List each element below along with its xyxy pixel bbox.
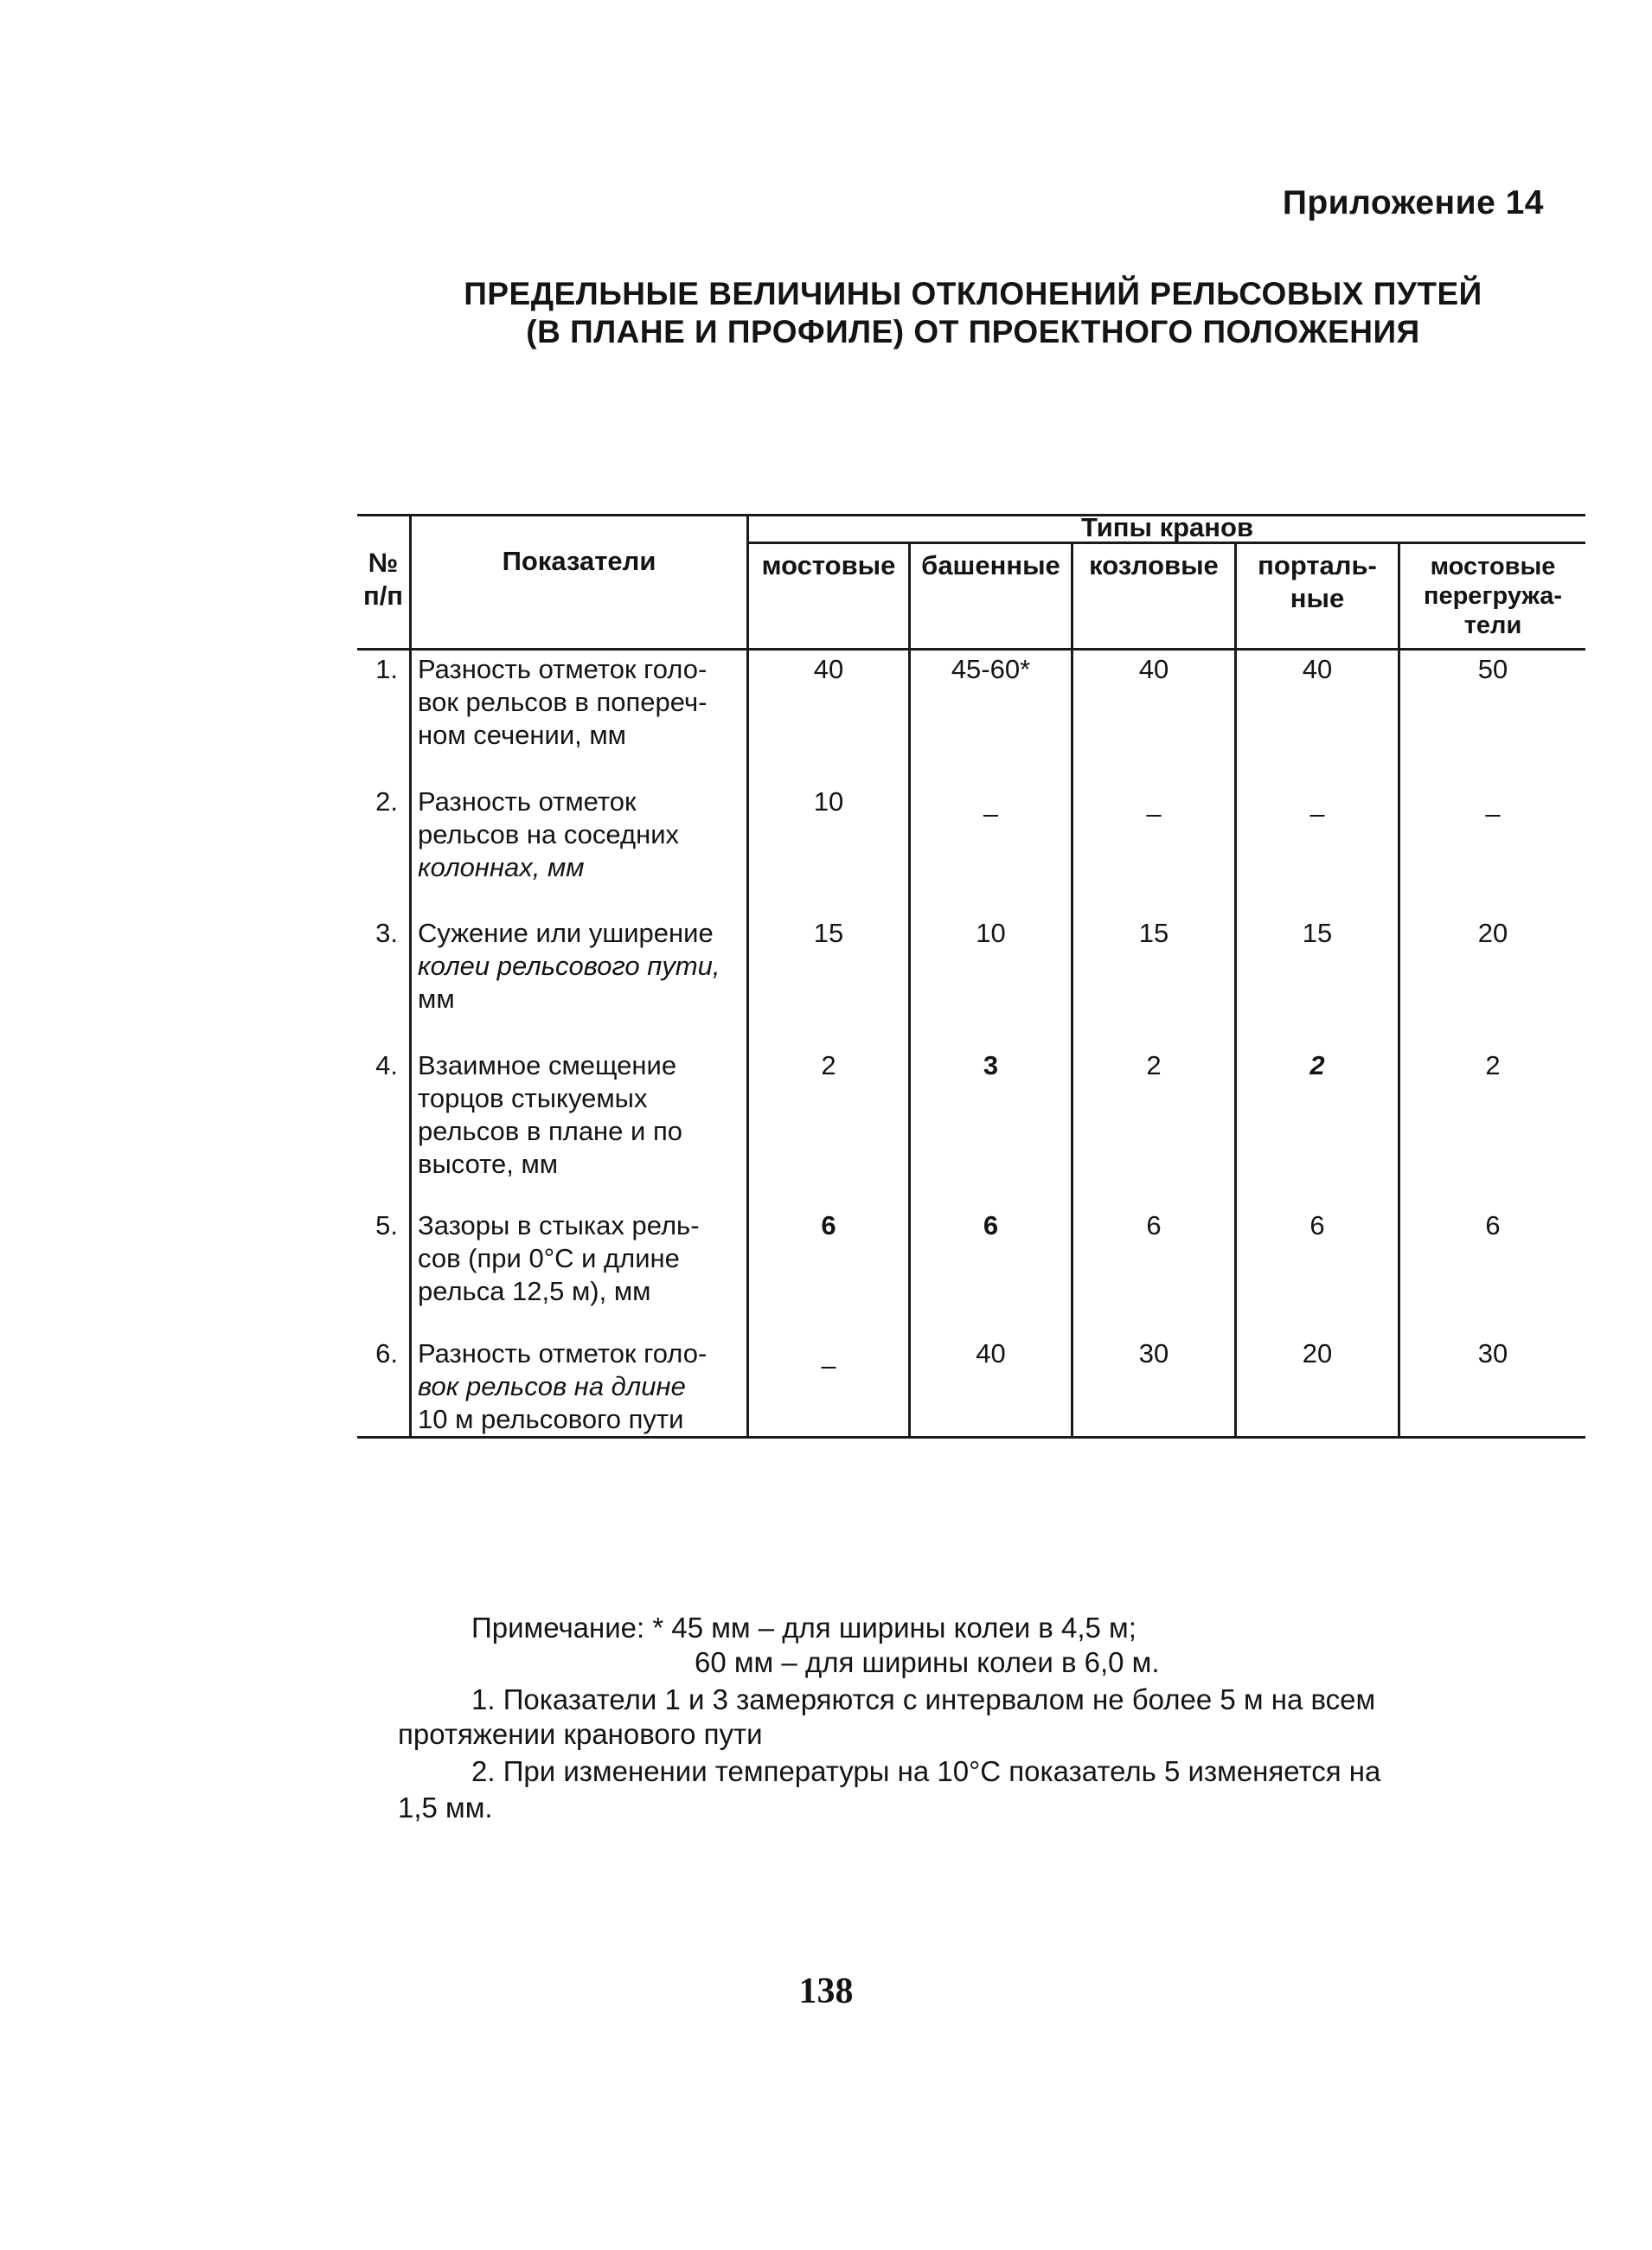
row-2-value-4: – [1309, 798, 1325, 829]
row-2-indicator-line-3: колоннах, мм [418, 852, 585, 882]
row-1-value-1: 40 [813, 654, 844, 684]
row-4-indicator-line-2: торцов стыкуемых [418, 1083, 648, 1113]
row-3-indicator [418, 917, 746, 1016]
row-5-value-4: 6 [1309, 1210, 1325, 1240]
header-col-5-line-1: мостовые [1430, 553, 1556, 580]
row-1-indicator-line-3: ном сечении, мм [418, 720, 626, 750]
row-1-value-2: 45-60* [951, 654, 1031, 684]
header-col-5 [1400, 552, 1585, 640]
row-4-value-4: 2 [1309, 1050, 1325, 1080]
row-3-value-5: 20 [1477, 918, 1508, 948]
row-2-indicator-line-1: Разность отметок [418, 786, 637, 817]
row-1-value-5: 50 [1477, 654, 1508, 684]
row-3-value-2: 10 [976, 918, 1006, 948]
row-4-value-5: 2 [1485, 1050, 1501, 1080]
row-3-value-1: 15 [813, 918, 844, 948]
row-1-num: 1. [375, 654, 398, 684]
row-6-value-5: 30 [1477, 1338, 1508, 1369]
header-col-5-line-3: тели [1463, 612, 1522, 639]
row-4-value-3: 2 [1146, 1050, 1162, 1080]
header-col-4-line-2: ные [1290, 583, 1345, 613]
header-col-4 [1237, 549, 1398, 615]
header-col-3: козловые [1089, 550, 1219, 580]
row-1-indicator-line-1: Разность отметок голо- [418, 654, 708, 684]
header-indicator: Показатели [502, 546, 656, 576]
note-line-2: 60 мм – для ширины колеи в 6,0 м. [695, 1646, 1160, 1678]
row-6-indicator-line-1: Разность отметок голо- [418, 1338, 708, 1369]
row-5-indicator [418, 1209, 746, 1308]
header-col-2: башенные [921, 550, 1060, 580]
row-4-indicator-line-3: рельсов в плане и по [418, 1116, 682, 1146]
header-num-line-1: № [368, 548, 399, 578]
row-5-num: 5. [375, 1210, 398, 1240]
table-bottom-rule [357, 1436, 1585, 1439]
document-title-line-1: ПРЕДЕЛЬНЫЕ ВЕЛИЧИНЫ ОТКЛОНЕНИЙ РЕЛЬСОВЫХ ПУТЕЙ [464, 276, 1482, 311]
note-line-1: Примечание: * 45 мм – для ширины колеи в 4,5 м; [471, 1612, 1137, 1644]
row-3-value-4: 15 [1302, 918, 1333, 948]
row-4-indicator [418, 1049, 746, 1181]
row-2-value-5: – [1485, 798, 1501, 829]
note-item-1-line-2: протяжении кранового пути [398, 1718, 763, 1750]
row-4-value-2: 3 [983, 1050, 999, 1080]
header-num [357, 547, 409, 612]
page-number: 138 [798, 1971, 854, 2011]
header-crane-types: Типы кранов [1080, 512, 1254, 542]
row-4-indicator-line-4: высоте, мм [418, 1149, 559, 1179]
row-5-value-3: 6 [1146, 1210, 1162, 1240]
row-4-indicator-line-1: Взаимное смещение [418, 1050, 677, 1080]
row-5-value-2: 6 [983, 1210, 999, 1240]
appendix-label: Приложение 14 [1282, 184, 1544, 221]
row-2-value-3: – [1146, 798, 1162, 829]
row-3-value-3: 15 [1138, 918, 1169, 948]
note-item-2-line-1: 2. При изменении температуры на 10°С показатель 5 изменяется на [471, 1755, 1381, 1787]
header-bottom-rule [357, 648, 1585, 651]
row-1-value-4: 40 [1302, 654, 1333, 684]
row-5-value-5: 6 [1485, 1210, 1501, 1240]
row-3-indicator-line-3: мм [418, 984, 455, 1014]
note-item-1-line-1: 1. Показатели 1 и 3 замеряются с интервалом не более 5 м на всем [471, 1683, 1376, 1715]
col-rule-num [409, 514, 412, 1438]
row-1-indicator-line-2: вок рельсов в попереч- [418, 687, 708, 717]
header-num-line-2: п/п [362, 580, 404, 611]
row-2-value-2: – [983, 798, 999, 829]
document-title-line-2: (В ПЛАНЕ И ПРОФИЛЕ) ОТ ПРОЕКТНОГО ПОЛОЖЕНИЯ [526, 314, 1420, 349]
header-col-5-line-2: перегружа- [1423, 582, 1563, 610]
row-1-indicator [418, 653, 746, 752]
header-col-4-line-1: порталь- [1258, 550, 1377, 580]
row-6-num: 6. [375, 1338, 398, 1369]
row-2-indicator-line-2: рельсов на соседних [418, 819, 680, 849]
row-2-num: 2. [375, 786, 398, 817]
row-3-indicator-line-2: колеи рельсового пути, [418, 951, 720, 981]
header-col-1: мостовые [761, 550, 896, 580]
row-4-value-1: 2 [821, 1050, 836, 1080]
row-1-value-3: 40 [1138, 654, 1169, 684]
row-3-num: 3. [375, 918, 398, 948]
row-3-indicator-line-1: Сужение или уширение [418, 918, 714, 948]
row-2-value-1: 10 [813, 786, 844, 817]
row-6-value-3: 30 [1138, 1338, 1169, 1369]
row-5-value-1: 6 [821, 1210, 836, 1240]
row-6-value-2: 40 [976, 1338, 1006, 1369]
row-6-indicator-line-2: вок рельсов на длине [418, 1371, 686, 1401]
row-5-indicator-line-1: Зазоры в стыках рель- [418, 1210, 700, 1240]
note-item-2-line-2: 1,5 мм. [398, 1792, 493, 1824]
row-4-num: 4. [375, 1050, 398, 1080]
row-5-indicator-line-2: сов (при 0°С и длине [418, 1243, 680, 1273]
row-6-indicator-line-3: 10 м рельсового пути [418, 1404, 684, 1434]
row-5-indicator-line-3: рельса 12,5 м), мм [418, 1276, 651, 1306]
row-6-value-4: 20 [1302, 1338, 1333, 1369]
row-2-indicator [418, 785, 746, 884]
row-6-value-1: – [821, 1350, 836, 1381]
row-6-indicator [418, 1337, 746, 1436]
